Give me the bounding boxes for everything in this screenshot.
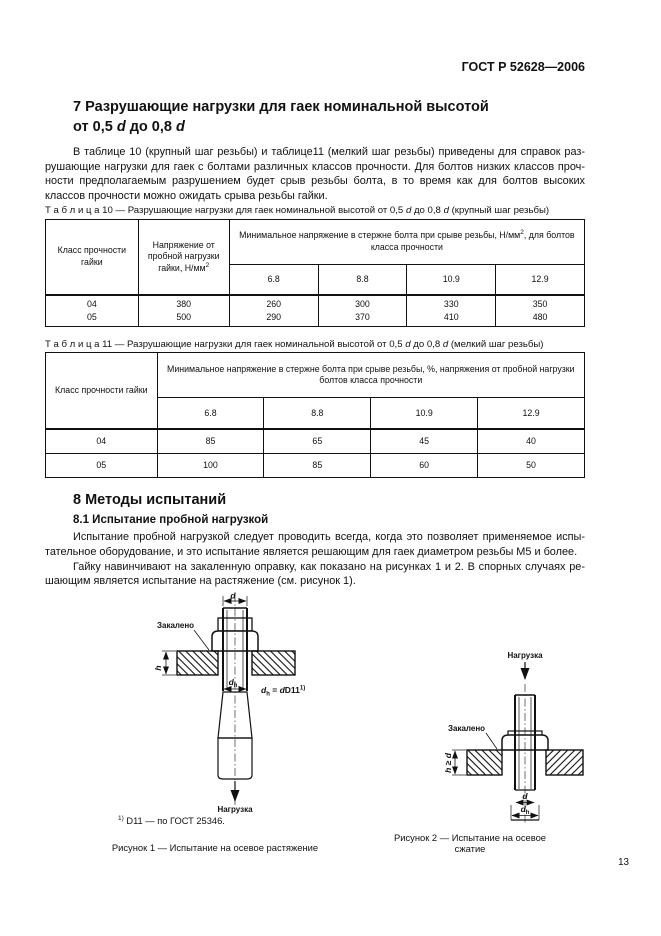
section-7-title bbox=[73, 97, 585, 137]
section-8-paragraph-1 bbox=[45, 530, 585, 559]
table-10-subheader: 12.9 bbox=[496, 264, 585, 295]
table-cell: 300 370 bbox=[318, 295, 407, 327]
figure-1-caption: Рисунок 1 — Испытание на осевое растяжение bbox=[111, 841, 319, 853]
table-cell: 350 480 bbox=[496, 295, 585, 327]
fig2-dim-d-label: d bbox=[522, 790, 528, 801]
section-8-title: 8 Методы испытаний bbox=[73, 492, 227, 509]
fig1-dim-d-label: d bbox=[230, 590, 236, 601]
fig2-dim-dh-label: $d_h$ bbox=[520, 803, 530, 816]
table-11-subheader: 10.9 bbox=[371, 398, 478, 430]
fig2-hardened-label: Закалено bbox=[448, 723, 486, 733]
table-cell: 04 05 bbox=[46, 295, 139, 327]
table-11-span-header: Минимальное напряжение в стержне болта при срыве резьбы, %, напряжения от пробной нагрузки болтов класса прочности bbox=[157, 353, 584, 398]
table-10-subheader: 6.8 bbox=[229, 264, 318, 295]
table-row bbox=[46, 429, 585, 454]
figures-area bbox=[45, 590, 629, 891]
table-11-subheader: 12.9 bbox=[478, 398, 585, 430]
paragraph-line: В таблице 10 (крупный шаг резьбы) и таблице11 (мелкий шаг резьбы) приведены для справок раз- bbox=[73, 146, 585, 158]
fig1-plate-right bbox=[252, 651, 295, 675]
fig2-plate-right bbox=[546, 750, 583, 775]
section-8-paragraph-2 bbox=[45, 560, 585, 589]
doc-header: ГОСТ Р 52628—2006 bbox=[461, 60, 585, 74]
fig1-hardened-label: Закалено bbox=[157, 620, 195, 630]
figure-1-drawing bbox=[115, 591, 385, 826]
section-8-1-title: 8.1 Испытание пробной нагрузкой bbox=[73, 514, 269, 527]
table-row bbox=[46, 454, 585, 478]
fig1-formula: $d_h = dD11^{1)}$ bbox=[261, 684, 306, 698]
table-cell: 65 bbox=[264, 429, 371, 454]
figure-2-drawing bbox=[440, 648, 661, 828]
table-cell: 05 bbox=[46, 454, 158, 478]
table-cell: 330 410 bbox=[407, 295, 496, 327]
fig2-dim-hd-label: h ≥ d bbox=[443, 752, 453, 773]
table-cell: 260 290 bbox=[229, 295, 318, 327]
table-cell: 60 bbox=[371, 454, 478, 478]
fig1-plate-left bbox=[177, 651, 218, 675]
table-10-span-header: Минимальное напряжение в стержне болта при срыве резьбы, $Н/мм^2$, для болтов класса прочности bbox=[229, 219, 584, 264]
paragraph-line: рушающие нагрузки для гаек с болтами различных классов прочности. Для болтов низких классов проч- bbox=[45, 160, 585, 173]
page-number: 13 bbox=[618, 856, 629, 868]
paragraph-line: Гайку навинчивают на закаленную оправку, как показано на рисунках 1 и 2. В спорных случаях ре- bbox=[73, 560, 585, 573]
table-cell: 45 bbox=[371, 429, 478, 454]
footnote: $^{1)}$ D11 — по ГОСТ 25346. bbox=[118, 814, 225, 826]
table-cell: 100 bbox=[157, 454, 264, 478]
table-cell: 40 bbox=[478, 429, 585, 454]
table-11-subheader: 8.8 bbox=[264, 398, 371, 430]
paragraph-line: Испытание пробной нагрузкой следует проводить всегда, когда это позволяет применяемое испы- bbox=[73, 531, 585, 544]
table-cell: 04 bbox=[46, 429, 158, 454]
table-row bbox=[46, 295, 585, 327]
table-10-col2-header: Напряжение от пробной нагрузки гайки, $Н/мм^2$ bbox=[138, 219, 229, 295]
fig1-dim-dh-label: $d_h$ bbox=[228, 676, 238, 689]
fig2-load-label: Нагрузка bbox=[507, 650, 543, 660]
section-7-title-line1: 7 Разрушающие нагрузки для гаек номинальной высотой bbox=[73, 99, 489, 115]
table-10-caption: Т а б л и ц а 10 — Разрушающие нагрузки для гаек номинальной высотой от 0,5 d до 0,8 d (крупный шаг резьбы) bbox=[45, 205, 550, 217]
table-cell: 50 bbox=[478, 454, 585, 478]
table-11-col1-header: Класс прочности гайки bbox=[46, 353, 158, 430]
paragraph-line: классов прочности можно ожидать срыва резьбы гайки. bbox=[45, 189, 328, 202]
paragraph-line: ности предполагаемым разрушением будет срыв резьбы болта, в то время как для болтов высоких bbox=[45, 175, 585, 188]
table-11-subheader: 6.8 bbox=[157, 398, 264, 430]
table-10 bbox=[45, 219, 585, 327]
paragraph-line: тательное оборудование, и это испытание является решающим для гаек диаметром резьбы М5 и более. bbox=[45, 545, 578, 558]
table-cell: 380 500 bbox=[138, 295, 229, 327]
fig2-plate-left bbox=[467, 750, 502, 775]
section-7-title-line2: от 0,5 d до 0,8 d bbox=[73, 119, 185, 135]
table-11-caption: Т а б л и ц а 11 — Разрушающие нагрузки для гаек номинальной высотой от 0,5 d до 0,8 d (мелкий шаг резьбы) bbox=[45, 338, 544, 350]
figure-2-caption: Рисунок 2 — Испытание на осевое сжатие bbox=[393, 831, 547, 855]
table-11 bbox=[45, 352, 585, 478]
paragraph-line: шающим является испытание на растяжение (см. рисунок 1). bbox=[45, 575, 356, 588]
table-10-subheader: 10.9 bbox=[407, 264, 496, 295]
table-cell: 85 bbox=[157, 429, 264, 454]
table-10-col1-header: Класс прочности гайки bbox=[46, 219, 139, 295]
section-7-paragraph bbox=[45, 145, 585, 203]
fig1-load-label: Нагрузка bbox=[217, 804, 253, 814]
table-cell: 85 bbox=[264, 454, 371, 478]
fig1-dim-h-label: h bbox=[153, 665, 163, 671]
table-10-subheader: 8.8 bbox=[318, 264, 407, 295]
